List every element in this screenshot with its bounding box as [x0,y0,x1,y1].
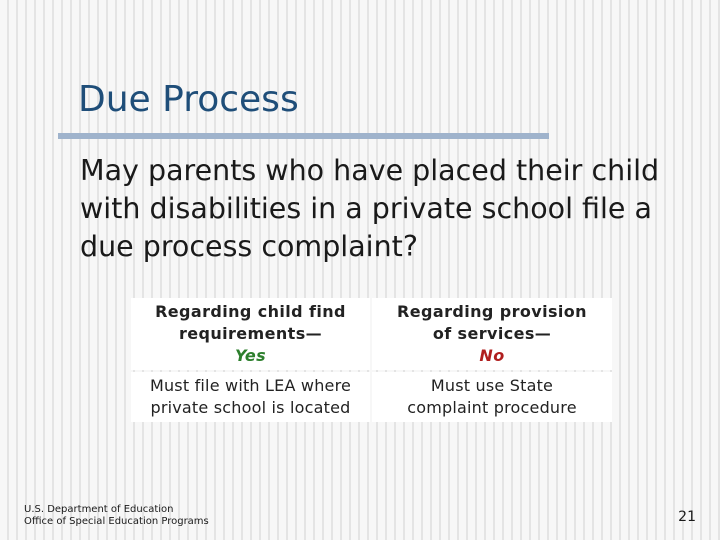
footer-line-department: U.S. Department of Education [24,504,174,515]
comparison-table [131,298,612,422]
services-header-cell [372,298,612,370]
slide-title: Due Process [78,79,299,120]
title-underline [58,133,549,139]
page-number: 21 [678,509,696,525]
services-heading-line2: of services— [432,324,552,343]
footer-credit [24,504,209,528]
child-find-detail-cell [131,372,370,422]
footer-line-office: Office of Special Education Programs [24,516,209,527]
services-answer: No [479,346,505,365]
services-detail-cell [372,372,612,422]
child-find-answer: Yes [234,346,267,365]
child-find-heading-line1: Regarding child find [155,302,346,321]
services-detail-line2: complaint procedure [407,398,577,417]
child-find-detail-line1: Must file with LEA where [149,376,352,395]
services-heading-line1: Regarding provision [397,302,587,321]
child-find-header-cell [131,298,370,370]
services-detail-line1: Must use State [430,376,554,395]
child-find-heading-line2: requirements— [178,324,323,343]
question-text: May parents who have placed their child with disabilities in a private school file a due process complaint? [80,154,660,263]
child-find-detail-line2: private school is located [150,398,351,417]
